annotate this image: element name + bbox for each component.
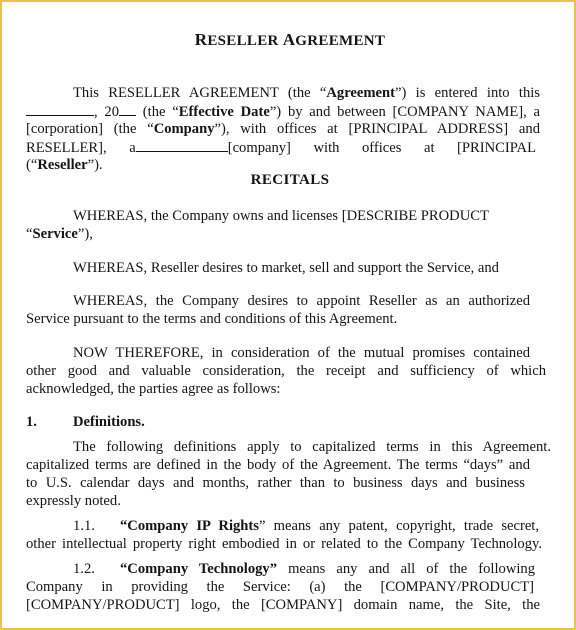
- definition-1-1-line-1: “Company IP Rights” means any patent, copyright, trade secret,: [120, 518, 539, 534]
- definitions-line-3: to U.S. calendar days and months, rather than to business days and business: [26, 475, 525, 491]
- whereas-1-line-2: “Service”),: [26, 226, 93, 242]
- intro-line-2: , 20 (the “Effective Date”) by and between [COMPANY NAME], a: [26, 102, 540, 121]
- document-title: RESELLER AGREEMENT: [194, 30, 386, 49]
- intro-line-3: [corporation] (the “Company”), with offices at [PRINCIPAL ADDRESS] and: [26, 121, 541, 137]
- definition-1-1-line-2: other intellectual property right embodied in or related to the Company Technology.: [26, 536, 542, 552]
- whereas-3-line-1: WHEREAS, the Company desires to appoint Reseller as an authorized: [73, 293, 530, 309]
- now-therefore-line-3: acknowledged, the parties agree as follows:: [26, 381, 281, 397]
- intro-line-1: This RESELLER AGREEMENT (the “Agreement”) is entered into this: [73, 85, 540, 101]
- now-therefore-line-1: NOW THEREFORE, in consideration of the mutual promises contained: [73, 345, 530, 361]
- now-therefore-line-2: other good and valuable consideration, the receipt and sufficiency of which: [26, 363, 546, 379]
- whereas-1-line-1: WHEREAS, the Company owns and licenses [DESCRIBE PRODUCT: [73, 208, 489, 224]
- definitions-line-2: capitalized terms are defined in the body of the Agreement. The terms “days” and: [26, 457, 530, 473]
- whereas-2: WHEREAS, Reseller desires to market, sell and support the Service, and: [73, 260, 499, 276]
- year-blank: [119, 102, 136, 116]
- definition-1-2-number: 1.2.: [73, 561, 95, 577]
- section-1-title: Definitions.: [73, 414, 145, 430]
- date-blank: [26, 102, 94, 116]
- definitions-line-1: The following definitions apply to capitalized terms in this Agreement.: [73, 439, 551, 455]
- section-1-number: 1.: [26, 414, 37, 430]
- definition-1-2-line-2: Company in providing the Service: (a) the [COMPANY/PRODUCT]: [26, 579, 534, 595]
- reseller-type-blank: [136, 138, 228, 152]
- definitions-line-4: expressly noted.: [26, 493, 121, 509]
- recitals-heading: RECITALS: [250, 172, 330, 188]
- definition-1-2-line-3: [COMPANY/PRODUCT] logo, the [COMPANY] domain name, the Site, the: [26, 597, 540, 613]
- intro-line-5: (“Reseller”).: [26, 157, 103, 173]
- whereas-3-line-2: Service pursuant to the terms and conditions of this Agreement.: [26, 311, 398, 327]
- definition-1-1-number: 1.1.: [73, 518, 95, 534]
- intro-line-4: RESELLER], a [company] with offices at [PRINCIPAL: [26, 140, 536, 156]
- definition-1-2-line-1: “Company Technology” means any and all of the following: [120, 561, 536, 577]
